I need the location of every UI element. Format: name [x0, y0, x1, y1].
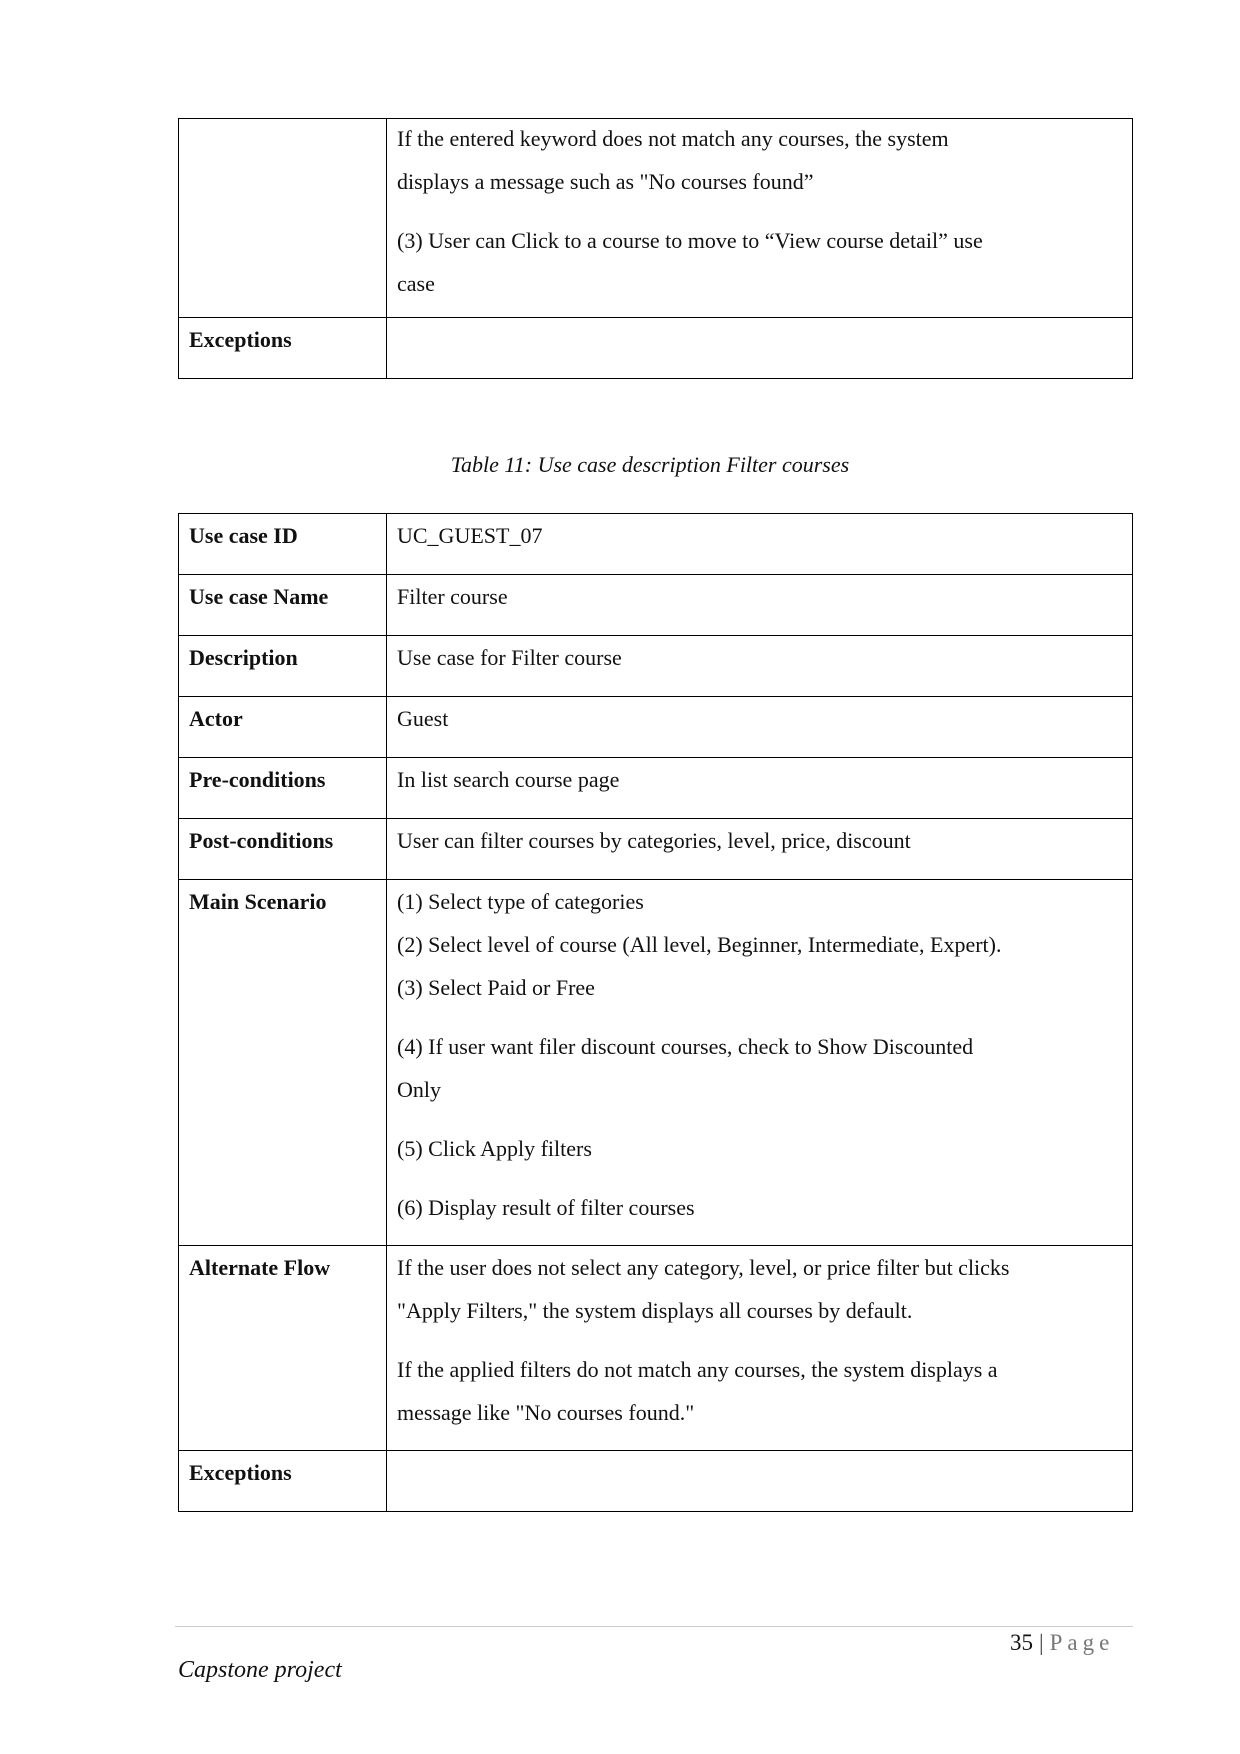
- scenario-step-6: (6) Display result of filter courses: [397, 1195, 695, 1220]
- alternate-flow-label: Alternate Flow: [179, 1246, 387, 1451]
- table-row: [179, 1451, 1133, 1512]
- text-line: displays a message such as "No courses found”: [397, 169, 814, 194]
- alternate-flow-line: "Apply Filters," the system displays all courses by default.: [397, 1298, 913, 1323]
- exceptions-value: [387, 1451, 1133, 1512]
- text-line: (3) User can Click to a course to move to “View course detail” use: [397, 228, 983, 253]
- table-row: [179, 697, 1133, 758]
- postconditions-label: Post-conditions: [179, 819, 387, 880]
- table-row: [179, 318, 1133, 379]
- scenario-step-2: (2) Select level of course (All level, Beginner, Intermediate, Expert).: [397, 932, 1002, 957]
- usecase-name-label: Use case Name: [179, 575, 387, 636]
- scenario-step-3: (3) Select Paid or Free: [397, 975, 595, 1000]
- alternate-flow-line: If the applied filters do not match any courses, the system displays a: [397, 1357, 998, 1382]
- table-row: [179, 119, 1133, 318]
- description-value: Use case for Filter course: [387, 636, 1133, 697]
- usecase-name-value: Filter course: [387, 575, 1133, 636]
- scenario-step-4-line-2: Only: [397, 1077, 441, 1102]
- alternate-flow-value: [387, 1246, 1133, 1451]
- page-number: [1010, 1630, 1114, 1656]
- alternate-flow-line: If the user does not select any category, level, or price filter but clicks: [397, 1255, 1010, 1280]
- exceptions-label: Exceptions: [179, 318, 387, 379]
- table-row: [179, 819, 1133, 880]
- main-scenario-value: [387, 880, 1133, 1246]
- table-caption: Table 11: Use case description Filter courses: [450, 452, 850, 477]
- table-row: [179, 575, 1133, 636]
- page-number-value: 35: [1010, 1630, 1033, 1655]
- table-row: [179, 880, 1133, 1246]
- text-line: case: [397, 271, 435, 296]
- alternate-flow-line: message like "No courses found.": [397, 1400, 695, 1425]
- description-label: Description: [179, 636, 387, 697]
- main-scenario-label: Main Scenario: [179, 880, 387, 1246]
- usecase-id-value: UC_GUEST_07: [387, 514, 1133, 575]
- table-row: [179, 514, 1133, 575]
- alternate-flow-continuation-cell: [387, 119, 1133, 318]
- table-row: [179, 1246, 1133, 1451]
- filter-course-usecase-table: [178, 513, 1133, 1512]
- page-word: Page: [1049, 1630, 1115, 1655]
- postconditions-value: User can filter courses by categories, level, price, discount: [387, 819, 1133, 880]
- preconditions-value: In list search course page: [387, 758, 1133, 819]
- text-line: If the entered keyword does not match any courses, the system: [397, 126, 949, 151]
- preconditions-label: Pre-conditions: [179, 758, 387, 819]
- usecase-id-label: Use case ID: [179, 514, 387, 575]
- scenario-step-5: (5) Click Apply filters: [397, 1136, 592, 1161]
- actor-value: Guest: [387, 697, 1133, 758]
- exceptions-value: [387, 318, 1133, 379]
- actor-label: Actor: [179, 697, 387, 758]
- exceptions-label: Exceptions: [179, 1451, 387, 1512]
- footer-project-title: Capstone project: [178, 1657, 342, 1683]
- footer-divider: [175, 1626, 1133, 1627]
- page-separator: |: [1039, 1630, 1044, 1655]
- scenario-step-1: (1) Select type of categories: [397, 889, 644, 914]
- table-row: [179, 636, 1133, 697]
- scenario-step-4-line-1: (4) If user want filer discount courses, check to Show Discounted: [397, 1034, 974, 1059]
- empty-label-cell: [179, 119, 387, 318]
- table-row: [179, 758, 1133, 819]
- previous-usecase-table: [178, 118, 1133, 379]
